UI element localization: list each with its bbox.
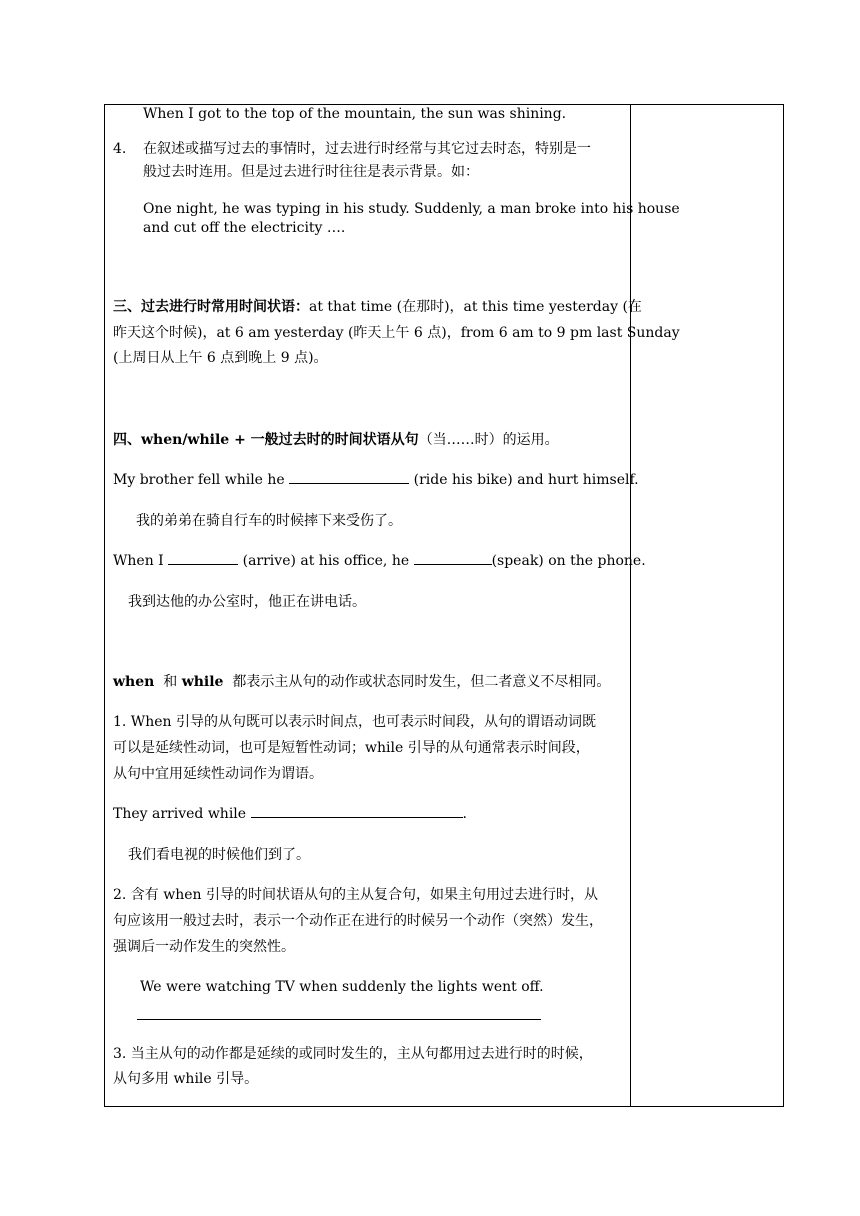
comparison-line: when 和 while 都表示主从句的动作或状态同时发生，但二者意义不尽相同。 — [113, 674, 611, 690]
example-sentence: We were watching TV when suddenly the lights went off. — [140, 979, 544, 995]
answer-blank[interactable] — [414, 550, 492, 565]
section-4-heading: 四、when/while + 一般过去时的时间状语从句（当……时）的运用。 — [113, 432, 559, 448]
answer-blank[interactable] — [289, 469, 409, 484]
example-sentence: One night, he was typing in his study. Suddenly, a man broke into his house — [143, 201, 680, 217]
example-sentence: When I got to the top of the mountain, the sun was shining. — [143, 106, 567, 122]
point-3-text: 3. 当主从句的动作都是延续的或同时发生的，主从句都用过去进行时的时候， — [113, 1046, 593, 1062]
point-2-text: 强调后一动作发生的突然性。 — [113, 939, 295, 955]
section-3-heading: 三、过去进行时常用时间状语： — [113, 299, 309, 315]
exercise-sentence: When I (arrive) at his office, he (speak) on the phone. — [113, 549, 646, 573]
point-4-text: 在叙述或描写过去的事情时，过去进行时经常与其它过去时态，特别是一 — [143, 141, 591, 157]
point-2-text: 2. 含有 when 引导的时间状语从句的主从复合句，如果主句用过去进行时，从 — [113, 887, 599, 903]
point-1-text: 从句中宜用延续性动词作为谓语。 — [113, 766, 323, 782]
answer-blank[interactable] — [251, 803, 463, 818]
translation: 我们看电视的时候他们到了。 — [128, 847, 310, 863]
point-4-text: 般过去时连用。但是过去进行时往往是表示背景。如： — [143, 164, 479, 180]
point-2-text: 句应该用一般过去时，表示一个动作正在进行的时候另一个动作（突然）发生， — [113, 913, 603, 929]
answer-blank[interactable] — [168, 550, 238, 565]
translation: 我的弟弟在骑自行车的时候摔下来受伤了。 — [136, 513, 402, 529]
exercise-sentence: My brother fell while he (ride his bike) and hurt himself. — [113, 468, 639, 492]
list-number: 4. — [113, 141, 127, 157]
column-divider — [630, 104, 631, 1107]
point-1-text: 1. When 引导的从句既可以表示时间点，也可表示时间段，从句的谓语动词既 — [113, 714, 596, 730]
section-3-line: (上周日从上午 6 点到晚上 9 点)。 — [113, 350, 328, 366]
point-1-text: 可以是延续性动词，也可是短暂性动词；while 引导的从句通常表示时间段， — [113, 740, 590, 756]
answer-line[interactable] — [137, 1019, 541, 1020]
section-3-line: 昨天这个时候)，at 6 am yesterday (昨天上午 6 点)，from 6 am to 9 pm last Sunday — [113, 325, 680, 341]
point-3-text: 从句多用 while 引导。 — [113, 1071, 259, 1087]
example-sentence: and cut off the electricity …. — [143, 220, 346, 236]
exercise-sentence: They arrived while . — [113, 802, 467, 826]
section-3-line: 三、过去进行时常用时间状语：at that time (在那时)，at this time yesterday (在 — [113, 299, 642, 315]
translation: 我到达他的办公室时，他正在讲电话。 — [128, 594, 366, 610]
